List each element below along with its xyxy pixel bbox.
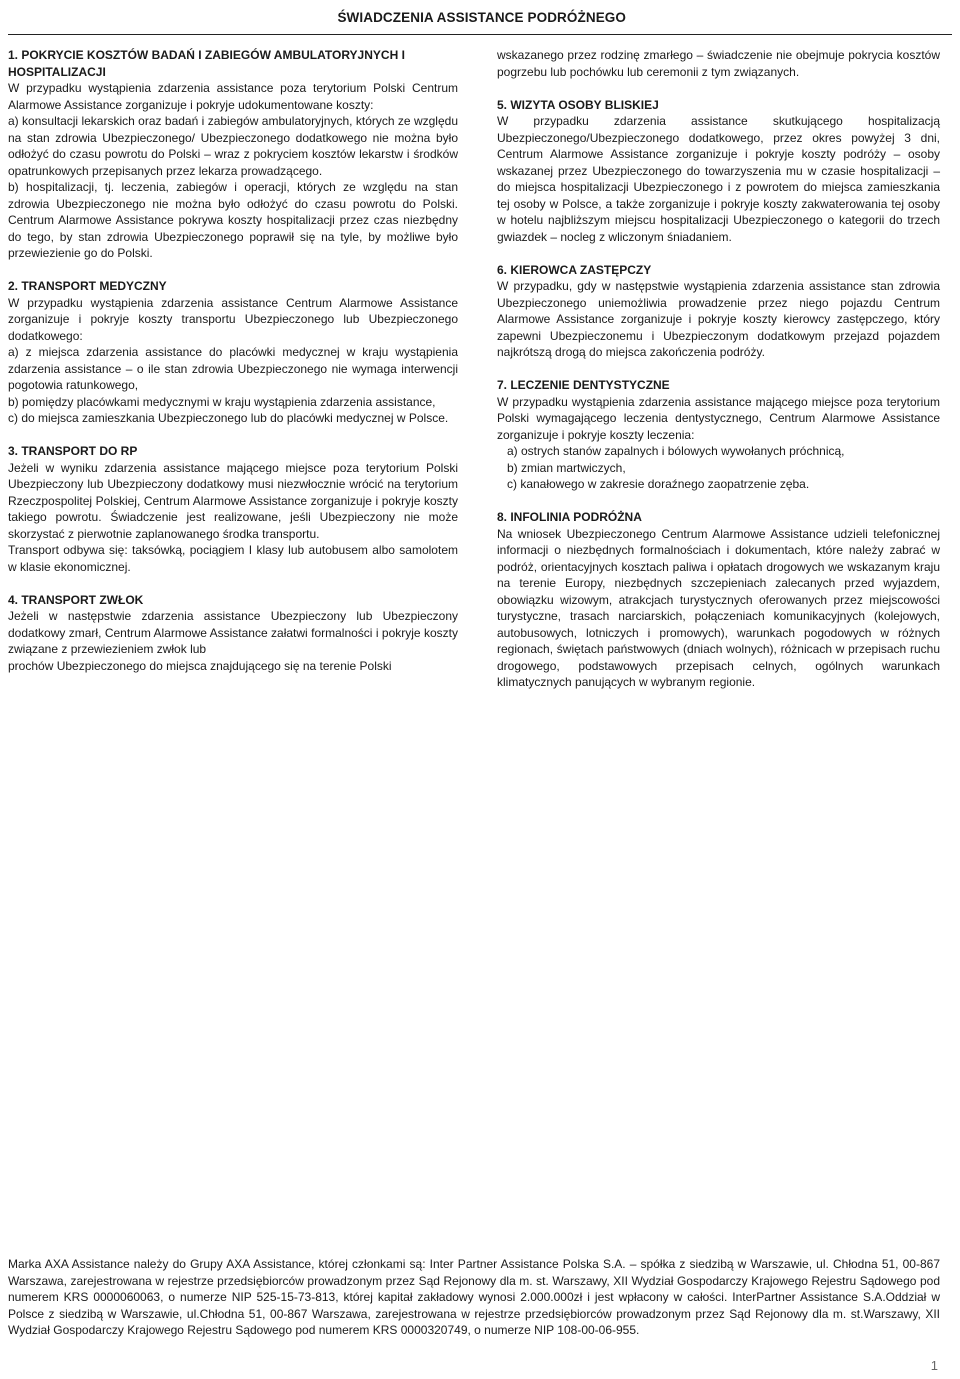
section-7 [497,377,940,493]
section-4-continuation [497,47,940,80]
section-title: 5. WIZYTA OSOBY BLISKIEJ [497,97,659,112]
section-1 [8,47,458,262]
right-column [497,47,940,707]
section-8 [497,509,940,691]
section-title: 8. INFOLINIA PODRÓŻNA [497,510,642,524]
list-item: b) hospitalizacji, tj. leczenia, zabiegów i operacji, których ze względu na stan zdrowia Ubezpieczonego nie można było odłożyć do czasu powrotu do Polski. Centrum Alarmowe Assistance pokrywa koszty hospitalizacji przez czas niezbędny do tego, by stan zdrowia Ubezpieczonego poprawił się na tyle, by możliwe było przewiezienie go do Polski. [8,180,458,260]
section-paragraph: W przypadku wystąpienia zdarzenia assistance poza terytorium Polski Centrum Alarmowe Assistance zorganizuje i pokryje udokumentowane koszty: [8,81,458,112]
footer-legal-text: Marka AXA Assistance należy do Grupy AXA Assistance, której członkami są: Inter Partner Assistance Polska S.A. – spółka z siedzibą w Warszawie, ul. Chłodna 51, 00-867 Warszawa, zarejestrowana w rejestrze przedsiębiorców prowadzonym przez Sąd Rejonowy dla m. st. Warszawy, XII Wydział Gospodarczy Krajowego Rejestru Sądowego pod numerem KRS 0000060063, o numerze NIP 525-15-73-813, której kapitał zakładowy wynosi 2.000.000zł i jest wpłacony w całości. InterPartner Assistance S.A.Oddział w Polsce z siedzibą w Warszawie, ul.Chłodna 51, 00-867 Warszawa, zarejestrowana w rejestrze przedsiębiorców prowadzonym przez Sąd Rejonowy dla m. st.Warszawy, XII Wydział Gospodarczy Krajowego Rejestru Sądowego pod numerem KRS 0000320749, o numerze NIP 108-00-06-955. [8,1257,940,1337]
section-2 [8,278,458,427]
section-paragraph: W przypadku wystąpienia zdarzenia assistance mającego miejsce poza terytorium Polski wymagającego leczenia dentystycznego, Centrum Alarmowe Assistance zorganizuje i pokryje koszty leczenia: [497,394,940,442]
section-paragraph: Jeżeli w następstwie zdarzenia assistance Ubezpieczony lub Ubezpieczony dodatkowy zmarł, Centrum Alarmowe Assistance załatwi formalności i pokryje koszty związane z przewiezieniem zwłok lub [8,609,458,656]
left-column [8,47,458,691]
section-6 [497,262,940,361]
section-paragraph: Na wniosek Ubezpieczonego Centrum Alarmowe Assistance udzieli telefonicznej informacji o niezbędnych formalnościach i dokumentach, które należy zabrać w podróż, orientacyjnych kosztach paliwa i opłatach drogowych we wskazanym kraju na terenie Europy, niezbędnych szczepieniach zalecanych przed wyjazdem, obowiązku wizowym, atrakcjach turystycznych oferowanych przez miejscowości turystyczne, trasach narciarskich, połączeniach komunikacyjnych (kolejowych, autobusowych, lotniczych i promowych), warunkach pogodowych w różnych regionach, świętach państwowych (dniach wolnych), różnicach w przepisach ruchu drogowego, podstawowych przepisach celnych, ogólnych warunkach klimatycznych panujących w wybranym regionie. [497,526,940,689]
section-4 [8,592,458,675]
document-header-title: ŚWIADCZENIA ASSISTANCE PODRÓŻNEGO [337,10,626,25]
section-paragraph: W przypadku wystąpienia zdarzenia assistance Centrum Alarmowe Assistance zorganizuje i pokryje koszty transportu Ubezpieczonego lub Ubezpieczonego dodatkowego: [8,295,458,343]
section-title: 3. TRANSPORT DO RP [8,444,138,458]
header-divider [8,34,952,35]
section-5 [497,97,940,246]
section-title: 4. TRANSPORT ZWŁOK [8,592,144,607]
section-paragraph: W przypadku, gdy w następstwie wystąpienia zdarzenia assistance stan zdrowia Ubezpieczonego uniemożliwia prowadzenie przez niego pojazdu Centrum Alarmowe Assistance zorganizuje i pokryje koszty kierowcy zastępczego, który zapewni Ubezpieczonemu i Ubezpieczonym dodatkowym przejazd pojazdem najkrótszą drogą do miejsca zakończenia podróży. [497,279,940,359]
list-item: a) ostrych stanów zapalnych i bólowych wywołanych próchnicą, [507,444,845,458]
list-item: c) kanałowego w zakresie doraźnego zaopatrzenie zęba. [507,477,810,491]
list-item: c) do miejsca zamieszkania Ubezpieczonego lub do placówki medycznej w Polsce. [8,411,449,425]
section-paragraph: W przypadku zdarzenia assistance skutkującego hospitalizacją Ubezpieczonego/Ubezpieczonego dodatkowego, przez okres powyżej 3 dni, Centrum Alarmowe Assistance zorganizuje i pokryje koszty podróży – osoby wskazanej przez Ubezpieczonego do towarzyszenia mu w czasie hospitalizacji – do miejsca hospitalizacji Ubezpieczonego i z powrotem do miejsca zamieszkania tej osoby w Polsce, a także zorganizuje i pokryje koszty zakwaterowania tej osoby w hotelu najbliższym miejscu hospitalizacji Ubezpieczonego o kategorii do trzech gwiazdek – nocleg z wliczonym śniadaniem. [497,114,940,244]
section-3 [8,443,458,575]
section-paragraph: Transport odbywa się: taksówką, pociągiem I klasy lub autobusem albo samolotem w klasie ekonomicznej. [8,543,458,574]
section-title: 1. POKRYCIE KOSZTÓW BADAŃ I ZABIEGÓW AMBULATORYJNYCH I HOSPITALIZACJI [8,48,405,79]
list-item: a) z miejsca zdarzenia assistance do placówki medycznej w kraju wystąpienia zdarzenia assistance – o ile stan zdrowia Ubezpieczonego nie wymaga interwencji pogotowia ratunkowego, [8,345,458,392]
section-title: 2. TRANSPORT MEDYCZNY [8,279,167,293]
section-paragraph: Jeżeli w wyniku zdarzenia assistance mającego miejsce poza terytorium Polski Ubezpieczony lub Ubezpieczony dodatkowy musi niezwłocznie wrócić na terytorium Rzeczpospolitej Polskiej, Centrum Alarmowe Assistance zorganizuje i pokryje koszty takiego powrotu. Świadczenie jest realizowane, jeśli Ubezpieczony nie może skorzystać z pierwotnie zaplanowanego środka transportu. [8,460,458,541]
list-item: b) pomiędzy placówkami medycznymi w kraju wystąpienia zdarzenia assistance, [8,394,436,409]
list-item: a) konsultacji lekarskich oraz badań i zabiegów ambulatoryjnych, których ze względu na stan zdrowia Ubezpieczonego/ Ubezpieczonego dodatkowego nie można było odłożyć do czasu powrotu do Polski – wraz z pokryciem kosztów lekarstw i środków opatrunkowych przepisanych przez lekarza prowadzącego. [8,114,458,178]
section-title: 6. KIEROWCA ZASTĘPCZY [497,262,652,277]
page-number: 1 [930,1358,938,1373]
list-item: b) zmian martwiczych, [507,460,626,475]
section-paragraph: wskazanego przez rodzinę zmarłego – świadczenie nie obejmuje pokrycia kosztów pogrzebu lub pochówku lub ceremonii z tym związanych. [497,48,940,79]
section-title: 7. LECZENIE DENTYSTYCZNE [497,378,670,392]
section-paragraph: prochów Ubezpieczonego do miejsca znajdującego się na terenie Polski [8,658,392,673]
